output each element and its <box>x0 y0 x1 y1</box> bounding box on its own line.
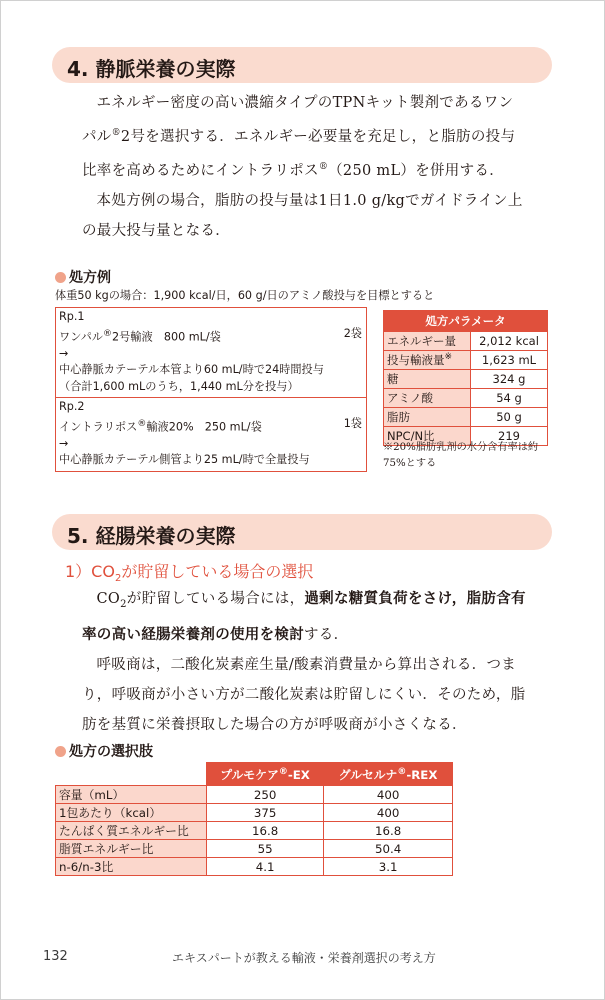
prescription-rp1: Rp.1 ワンパル®2号輸液 800 mL/袋 2袋 → 中心静脈カテーテル本管より60 mL/時で24時間投与 （合計1,600 mLのうち，1,440 mL分を投与） <box>56 308 366 398</box>
section-5-body <box>82 584 527 740</box>
table-row: 脂肪 50 g <box>384 408 548 427</box>
prescription-heading: 処方例 <box>55 267 111 287</box>
product-table-header <box>56 763 453 786</box>
table-row: n-6/n-3比 4.1 3.1 <box>56 858 453 876</box>
parameter-table-header: 処方パラメータ <box>384 311 548 332</box>
table-row: エネルギー量 2,012 kcal <box>384 332 548 351</box>
arrow-icon: → <box>59 346 69 360</box>
bullet-dot-icon <box>55 746 66 757</box>
bullet-dot-icon <box>55 272 66 283</box>
section-4-title: 4. 静脈栄養の実際 <box>67 57 236 81</box>
table-row: 脂質エネルギー比 55 50.4 <box>56 840 453 858</box>
section-5-banner <box>52 514 552 550</box>
section-5-paragraph-1: $CO_2$が貯留している場合には，過剰な糖質負荷をさけ，脂肪含有率の高い経腸栄養剤の使用を検討する． <box>82 591 526 643</box>
section-4-paragraph-2: 本処方例の場合，脂肪の投与量は1日1.0 g/kgでガイドライン上の最大投与量となる． <box>82 192 523 239</box>
choices-heading: 処方の選択肢 <box>55 741 153 761</box>
subsection-title: $1)CO_2$が貯留している場合の選択 <box>65 562 314 585</box>
table-row: 1包あたり（kcal） 375 400 <box>56 804 453 822</box>
section-4-paragraph-1: エネルギー密度の高い濃縮タイプのTPNキット製剤であるワンパル®2号を選択する．エネルギー必要量を充足し，と脂肪の投与比率を高めるためにイントラリポス®（250 mL）を併用する． <box>82 95 516 179</box>
table-row: たんぱく質エネルギー比 16.8 16.8 <box>56 822 453 840</box>
table-row: NPC/N比 219 <box>384 427 548 446</box>
product-col-1: プルモケア®-EX <box>207 763 324 786</box>
section-5-title: 5. 経腸栄養の実際 <box>67 524 236 548</box>
section-4-banner <box>52 47 552 83</box>
product-table <box>55 762 453 876</box>
parameter-note: ※20%脂肪乳剤の水分含有率は約75%とする <box>383 442 539 469</box>
table-row: 糖 324 g <box>384 370 548 389</box>
table-row: 投与輸液量※ 1,623 mL <box>384 351 548 370</box>
book-title: エキスパートが教える輸液・栄養剤選択の考え方 <box>172 951 436 965</box>
product-col-2: グルセルナ®-REX <box>324 763 453 786</box>
prescription-condition: 体重50 kgの場合：1,900 kcal/日，60 g/日のアミノ酸投与を目標とすると <box>55 289 435 302</box>
table-row: 容量（mL） 250 400 <box>56 786 453 804</box>
parameter-table <box>383 310 548 446</box>
prescription-box <box>55 307 367 472</box>
table-row: アミノ酸 54 g <box>384 389 548 408</box>
section-5-paragraph-2: 呼吸商は，二酸化炭素産生量/酸素消費量から算出される．つまり，呼吸商が小さい方が二酸化炭素は貯留しにくい．そのため，脂肪を基質に栄養摂取した場合の方が呼吸商が小さくなる． <box>82 656 526 733</box>
section-4-body <box>82 88 527 246</box>
prescription-rp2: Rp.2 イントラリポス®輸液20% 250 mL/袋 1袋 → 中心静脈カテーテル側管より25 mL/時で全量投与 <box>59 400 362 467</box>
arrow-icon: → <box>59 436 69 450</box>
page-number: 132 <box>43 949 68 964</box>
